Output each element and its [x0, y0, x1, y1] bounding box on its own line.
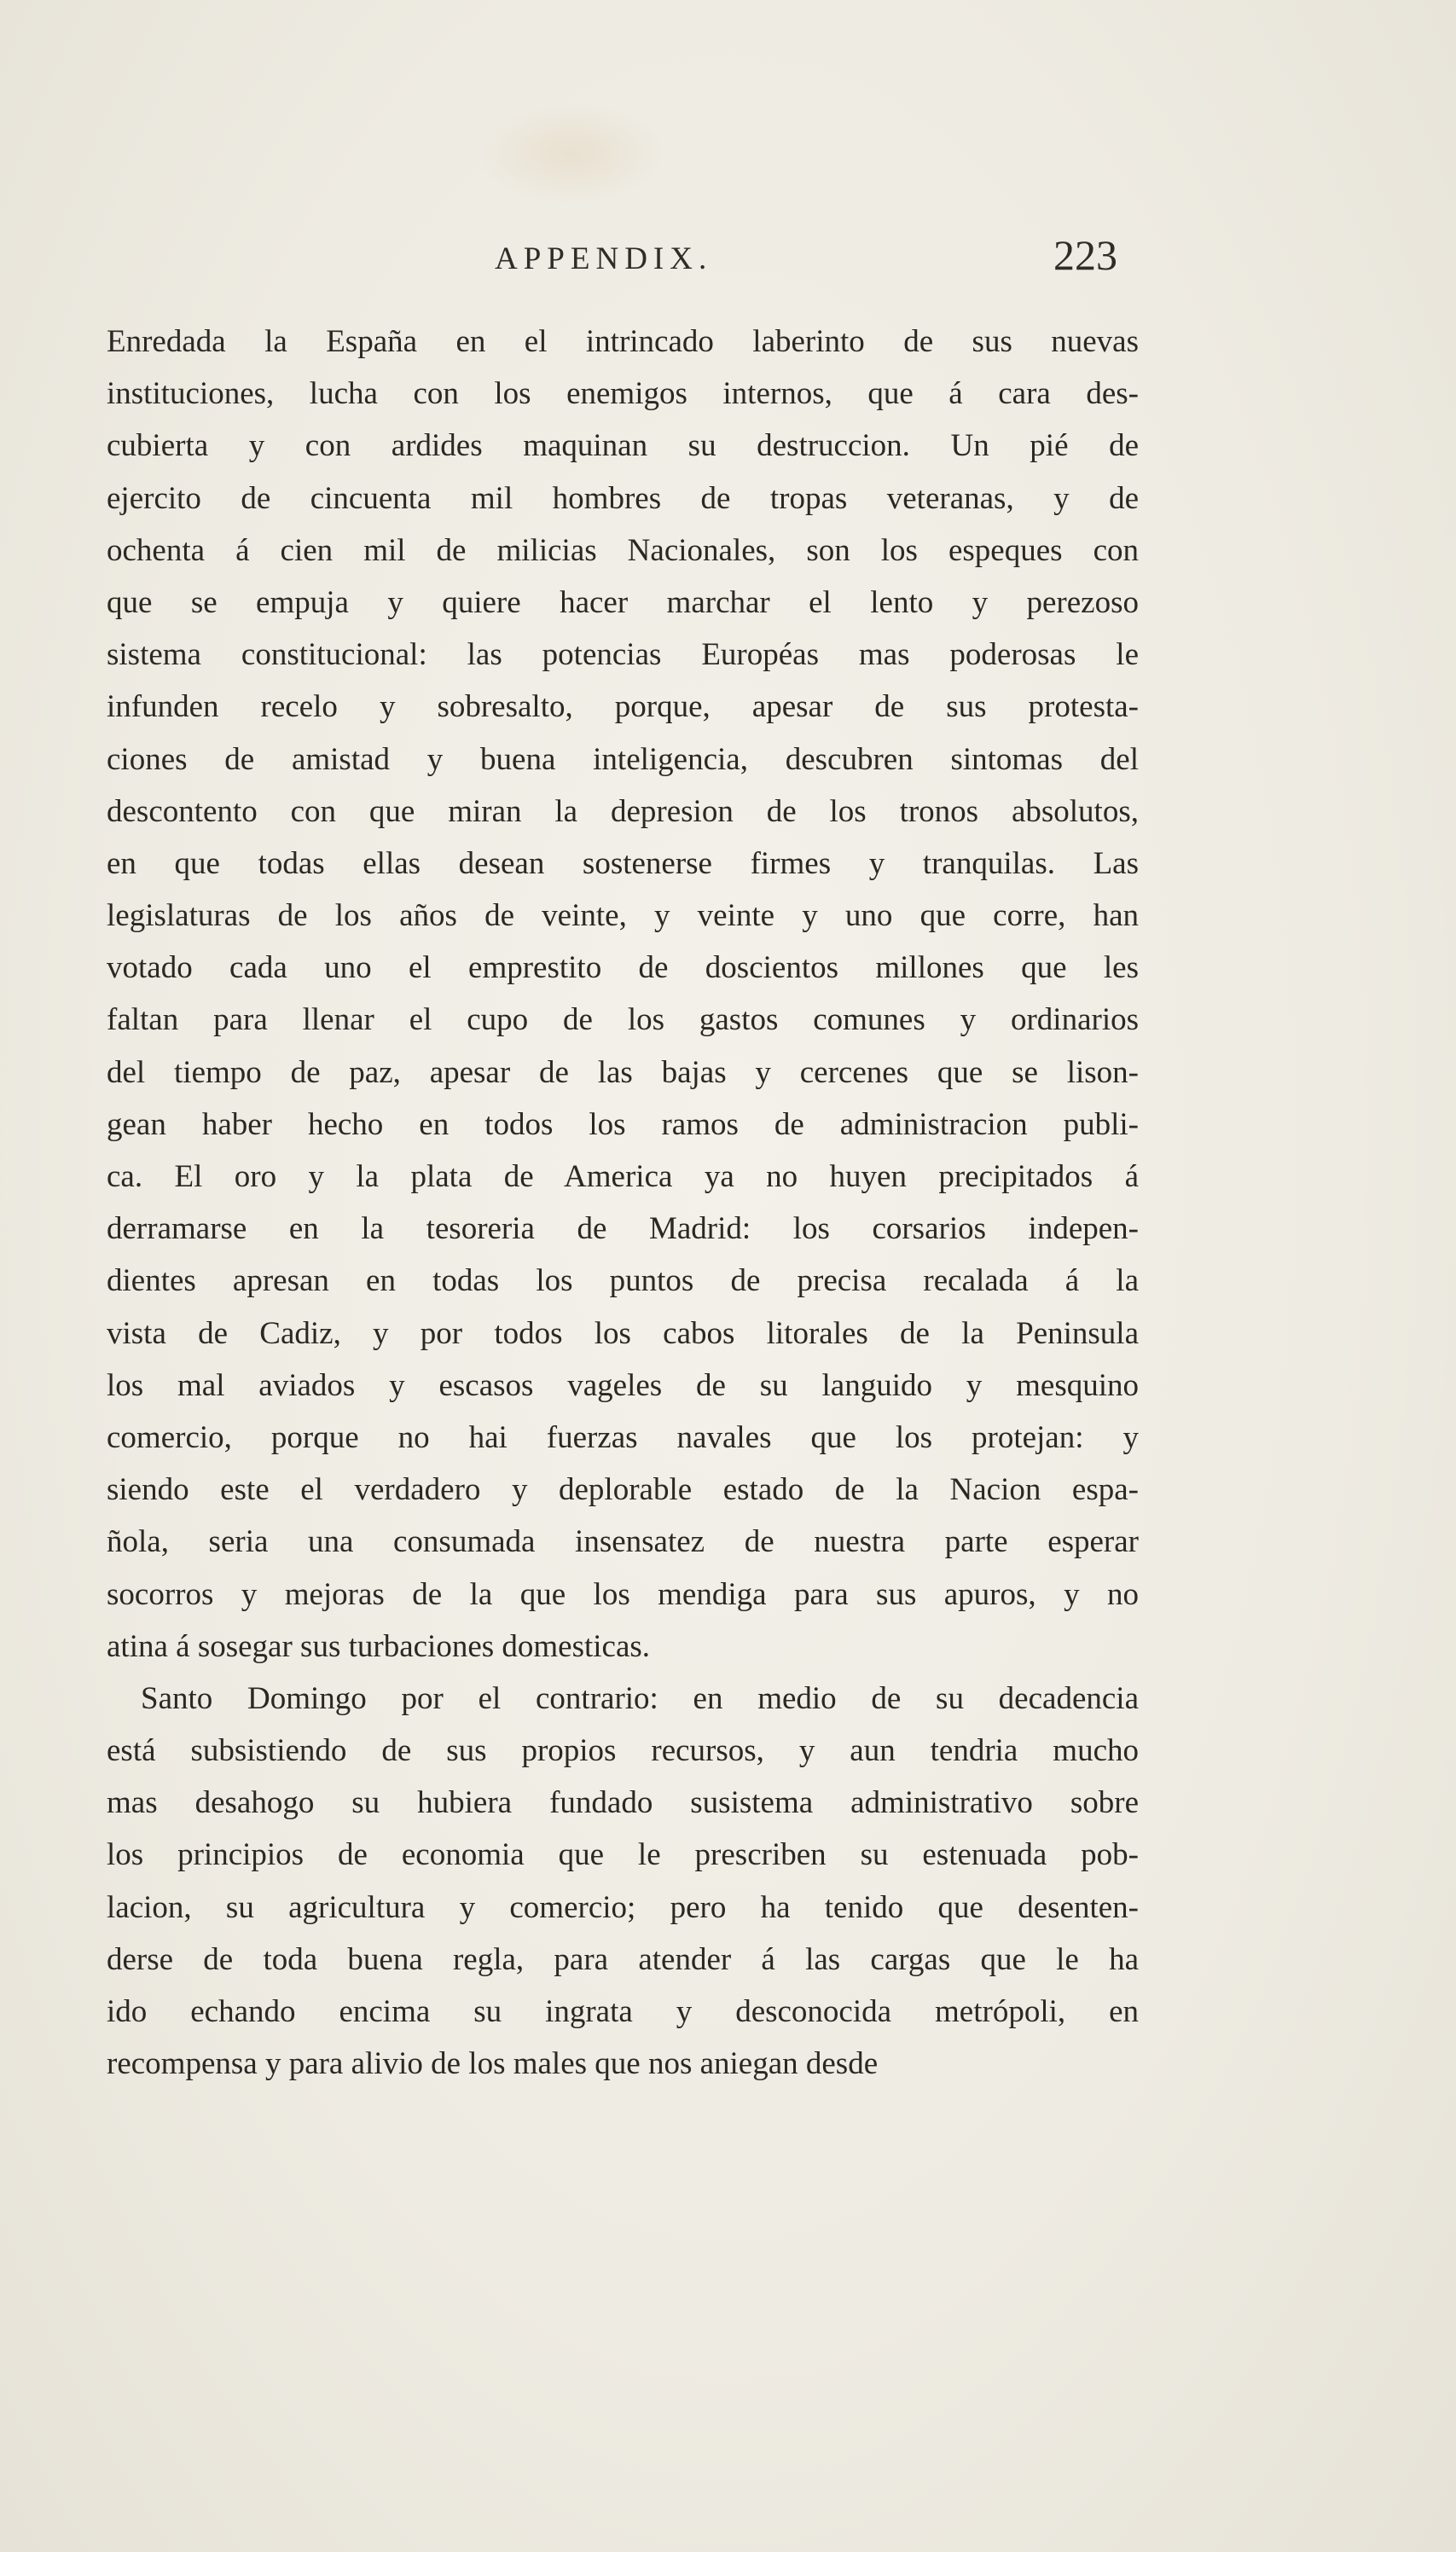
text-line: comercio, porque no hai fuerzas navales que los protejan: y: [107, 1419, 1139, 1455]
text-line: instituciones, lucha con los enemigos internos, que á cara des-: [107, 376, 1139, 412]
text-line: está subsistiendo de sus propios recursos, y aun tendria mucho: [107, 1733, 1139, 1769]
text-line: dientes apresan en todas los puntos de precisa recalada á la: [107, 1263, 1139, 1299]
text-line: ochenta á cien mil de milicias Nacionales, son los espeques con: [107, 532, 1139, 568]
text-line: faltan para llenar el cupo de los gastos comunes y ordinarios: [107, 1002, 1139, 1038]
text-line: ñola, seria una consumada insensatez de nuestra parte esperar: [107, 1524, 1139, 1560]
text-line: descontento con que miran la depresion de los tronos absolutos,: [107, 793, 1139, 829]
text-line: Enredada la España en el intrincado laberinto de sus nuevas: [107, 324, 1139, 359]
text-line: ido echando encima su ingrata y desconocida metrópoli, en: [107, 1994, 1139, 2029]
text-line: infunden recelo y sobresalto, porque, apesar de sus protesta-: [107, 689, 1139, 725]
text-line: atina á sosegar sus turbaciones domesticas.: [107, 1628, 651, 1664]
page-number: 223: [1053, 231, 1117, 279]
body-text: [107, 316, 1139, 2090]
text-line: legislaturas de los años de veinte, y veinte y uno que corre, han: [107, 898, 1139, 934]
text-line: recompensa y para alivio de los males que nos aniegan desde: [107, 2046, 879, 2082]
text-line: ciones de amistad y buena inteligencia, descubren sintomas del: [107, 741, 1139, 777]
paragraph: [107, 1673, 1139, 2091]
text-line: gean haber hecho en todos los ramos de administracion publi-: [107, 1106, 1139, 1142]
text-line: que se empuja y quiere hacer marchar el lento y perezoso: [107, 584, 1139, 620]
text-line: los principios de economia que le prescriben su estenuada pob-: [107, 1837, 1139, 1873]
text-line: Santo Domingo por el contrario: en medio de su decadencia: [141, 1680, 1139, 1716]
paper-stain: [478, 102, 665, 205]
text-line: socorros y mejoras de la que los mendiga para sus apuros, y no: [107, 1576, 1139, 1612]
text-line: lacion, su agricultura y comercio; pero ha tenido que desenten-: [107, 1889, 1139, 1925]
running-head: APPENDIX.: [495, 241, 713, 276]
paragraph: [107, 316, 1139, 1673]
text-line: siendo este el verdadero y deplorable estado de la Nacion espa-: [107, 1472, 1139, 1508]
text-line: del tiempo de paz, apesar de las bajas y cercenes que se lison-: [107, 1054, 1139, 1090]
text-line: derramarse en la tesoreria de Madrid: los corsarios indepen-: [107, 1211, 1139, 1247]
text-line: votado cada uno el emprestito de doscientos millones que les: [107, 950, 1139, 986]
text-line: vista de Cadiz, y por todos los cabos litorales de la Peninsula: [107, 1315, 1139, 1351]
text-line: mas desahogo su hubiera fundado susistema administrativo sobre: [107, 1785, 1139, 1821]
text-line: sistema constitucional: las potencias Européas mas poderosas le: [107, 637, 1139, 673]
text-line: cubierta y con ardides maquinan su destruccion. Un pié de: [107, 428, 1139, 464]
text-line: ejercito de cincuenta mil hombres de tropas veteranas, y de: [107, 480, 1139, 516]
text-line: los mal aviados y escasos vageles de su languido y mesquino: [107, 1367, 1139, 1403]
text-line: ca. El oro y la plata de America ya no huyen precipitados á: [107, 1159, 1139, 1194]
text-line: derse de toda buena regla, para atender á las cargas que le ha: [107, 1941, 1139, 1977]
text-line: en que todas ellas desean sostenerse firmes y tranquilas. Las: [107, 845, 1139, 881]
